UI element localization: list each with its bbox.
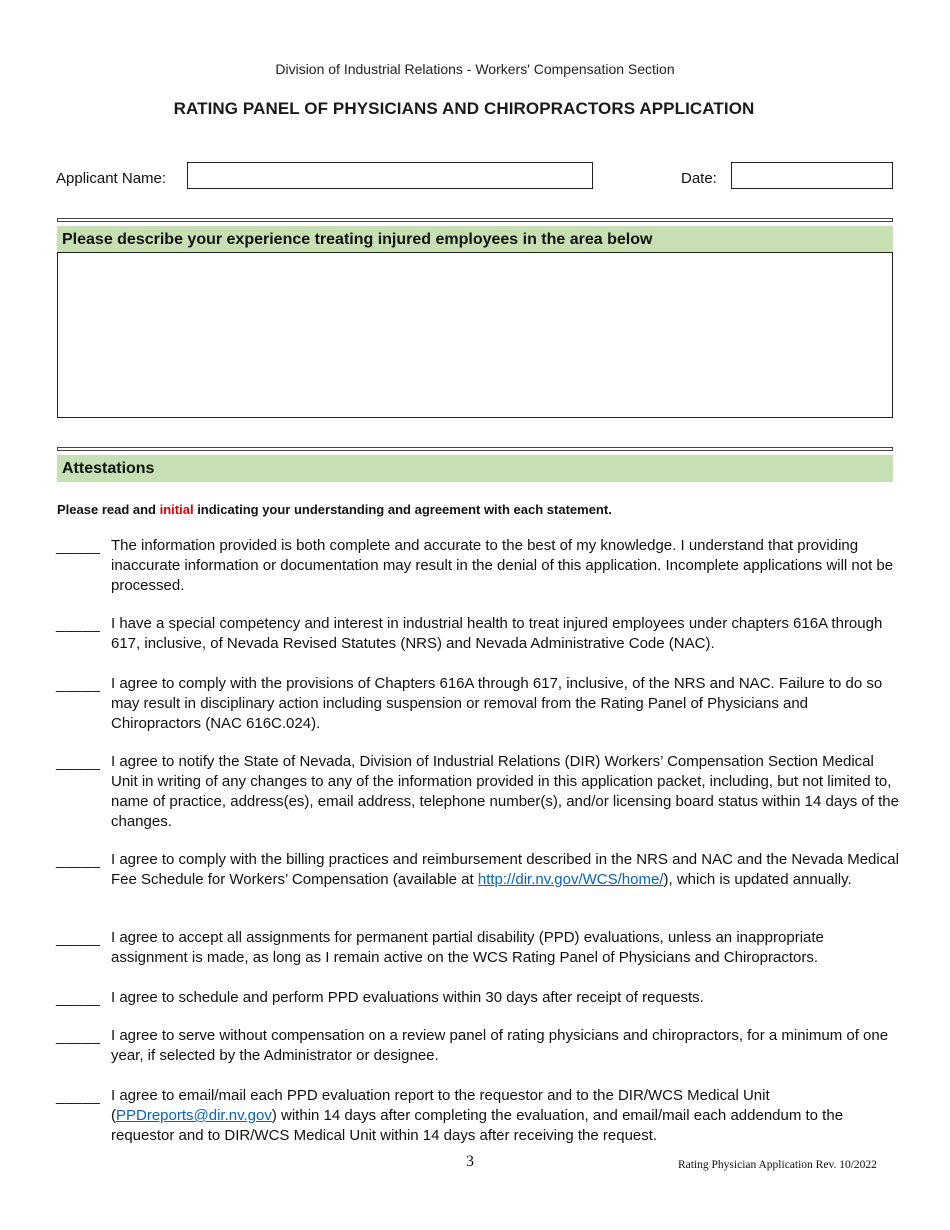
attestations-heading: Attestations [57,455,893,482]
attestation-text [111,850,901,890]
experience-textarea[interactable] [57,252,893,418]
division-header: Division of Industrial Relations - Workers' Compensation Section [275,61,675,77]
initial-blank[interactable]: _____ [56,616,101,633]
ppd-reports-email-link[interactable]: PPDreports@dir.nv.gov [116,1107,272,1124]
section-divider [57,218,893,222]
initial-highlight: initial [159,502,194,517]
attestation-text-part: ) within 14 days after completing the evaluation, and email/mail each addendum to the requestor and to DIR/WCS Medical Unit within 14 days after receiving the request. [111,1107,844,1144]
initial-blank[interactable]: _____ [56,930,101,947]
initial-blank[interactable]: _____ [56,1088,101,1105]
section-divider [57,447,893,451]
initial-blank[interactable]: _____ [56,1028,101,1045]
experience-heading: Please describe your experience treating injured employees in the area below [57,226,893,253]
attestation-text-part: ), which is updated annually. [663,871,852,888]
attestation-text: I agree to accept all assignments for permanent partial disability (PPD) evaluations, unless an inappropriate assignment is made, as long as I remain active on the WCS Rating Panel of Physicians and Chiropractors. [111,929,824,966]
initial-blank[interactable]: _____ [56,852,101,869]
attestation-text: I agree to schedule and perform PPD evaluations within 30 days after receipt of requests. [111,989,704,1006]
instruction-text: indicating your understanding and agreement with each statement. [193,502,612,517]
date-field[interactable] [731,162,893,189]
attestation-text [111,1086,901,1146]
page-number: 3 [466,1153,474,1170]
revision-note: Rating Physician Application Rev. 10/2022 [678,1159,877,1171]
attestation-text-part: I agree to comply with the billing practices and reimbursement described in the NRS and NAC and the Nevada Medical Fee Schedule for Workers’ Compensation (available at [111,851,899,888]
applicant-name-field[interactable] [187,162,593,189]
initial-blank[interactable]: _____ [56,754,101,771]
wcs-home-link[interactable]: http://dir.nv.gov/WCS/home/ [477,871,664,888]
attestation-text-part: I agree to email/mail each PPD evaluation report to the requestor and to the DIR/WCS Medical Unit ( [111,1087,770,1124]
attestation-text: I agree to notify the State of Nevada, Division of Industrial Relations (DIR) Workers’ Compensation Section Medical Unit in writing of any changes to any of the information provided in this application packet, including, but not limited to, name of practice, address(es), email address, telephone number(s), and/or licensing board status within 14 days of the changes. [111,753,899,830]
attestation-text: I agree to comply with the provisions of Chapters 616A through 617, inclusive, of the NRS and NAC. Failure to do so may result in disciplinary action including suspension or removal from the Rating Panel of Physicians and Chiropractors (NAC 616C.024). [111,675,883,732]
applicant-name-label: Applicant Name: [56,170,167,187]
attestation-text: I have a special competency and interest in industrial health to treat injured employees under chapters 616A through 617, inclusive, of Nevada Revised Statutes (NRS) and Nevada Administrative Code (NAC). [111,615,883,652]
instruction-text: Please read and [57,502,160,517]
attestation-text: The information provided is both complete and accurate to the best of my knowledge. I understand that providing inaccurate information or documentation may result in the denial of this application. Incomplete applications will not be processed. [111,537,894,594]
page-title: RATING PANEL OF PHYSICIANS AND CHIROPRACTORS APPLICATION [173,99,755,118]
initial-blank[interactable]: _____ [56,990,101,1007]
initial-blank[interactable]: _____ [56,538,101,555]
date-label: Date: [681,170,717,187]
initial-blank[interactable]: _____ [56,676,101,693]
attestation-text: I agree to serve without compensation on a review panel of rating physicians and chiropractors, for a minimum of one year, if selected by the Administrator or designee. [111,1027,889,1064]
attestation-instructions [57,502,612,517]
